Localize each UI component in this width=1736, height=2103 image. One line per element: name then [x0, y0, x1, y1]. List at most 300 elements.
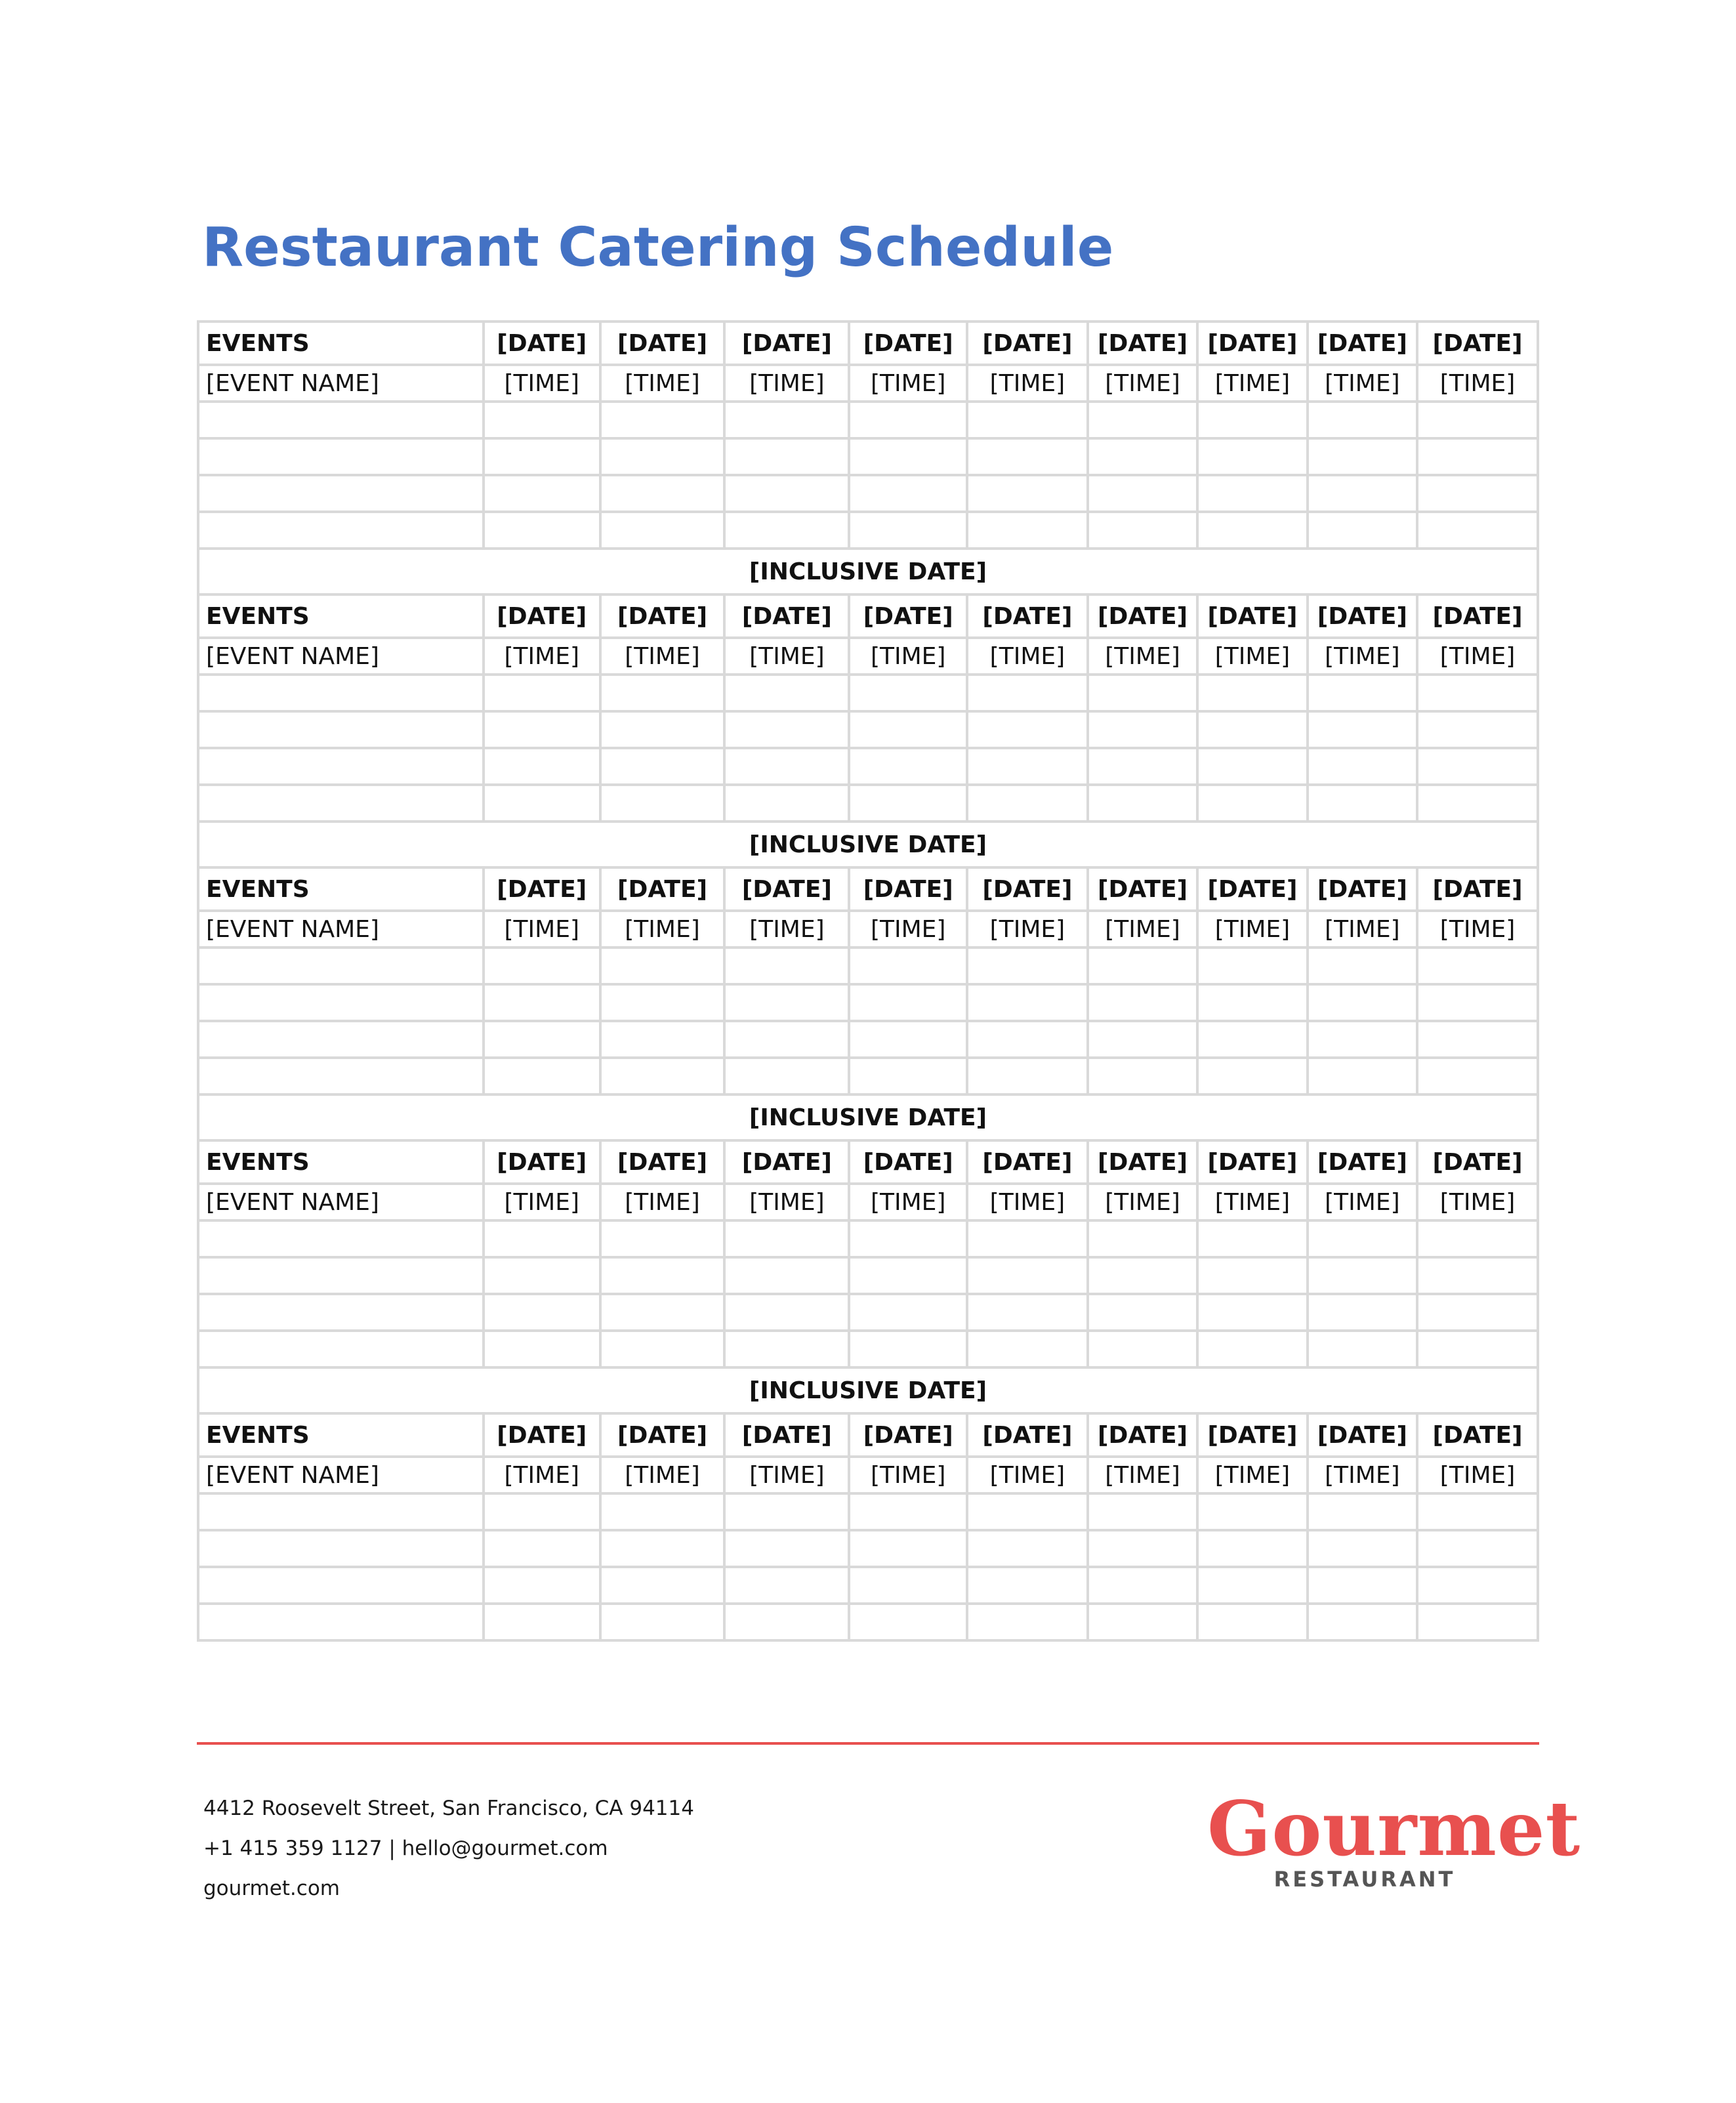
blank-cell[interactable]: [849, 1567, 967, 1604]
catering-schedule-table: [197, 320, 1539, 1642]
blank-cell[interactable]: [1308, 512, 1417, 549]
blank-cell[interactable]: [1088, 711, 1197, 748]
blank-cell[interactable]: [724, 984, 849, 1021]
blank-cell[interactable]: [967, 947, 1088, 984]
blank-cell[interactable]: [1197, 512, 1307, 549]
blank-cell[interactable]: [1417, 1220, 1538, 1257]
date-header-cell: [DATE]: [1417, 867, 1538, 911]
blank-cell[interactable]: [967, 402, 1088, 438]
time-cell: [TIME]: [724, 911, 849, 947]
blank-cell[interactable]: [849, 512, 967, 549]
blank-cell[interactable]: [600, 1567, 725, 1604]
date-header-cell: [DATE]: [600, 322, 725, 365]
blank-cell[interactable]: [1088, 947, 1197, 984]
blank-cell[interactable]: [849, 1493, 967, 1530]
blank-cell[interactable]: [198, 675, 484, 711]
blank-cell[interactable]: [849, 1220, 967, 1257]
blank-cell[interactable]: [724, 1331, 849, 1367]
date-header-cell: [DATE]: [1197, 1413, 1307, 1457]
blank-cell[interactable]: [724, 1493, 849, 1530]
time-cell: [TIME]: [1088, 1457, 1197, 1493]
date-header-cell: [DATE]: [1308, 594, 1417, 638]
event-row: [198, 638, 1538, 675]
blank-cell[interactable]: [198, 1530, 484, 1567]
time-cell: [TIME]: [1088, 638, 1197, 675]
date-header-cell: [DATE]: [1417, 1413, 1538, 1457]
blank-cell[interactable]: [849, 785, 967, 822]
blank-cell[interactable]: [484, 475, 600, 512]
blank-cell[interactable]: [484, 1294, 600, 1331]
blank-cell[interactable]: [1088, 1331, 1197, 1367]
blank-cell[interactable]: [1417, 1331, 1538, 1367]
blank-cell[interactable]: [724, 475, 849, 512]
blank-cell[interactable]: [1308, 984, 1417, 1021]
blank-cell[interactable]: [1088, 1257, 1197, 1294]
time-cell: [TIME]: [1197, 911, 1307, 947]
blank-cell[interactable]: [198, 1058, 484, 1094]
blank-cell[interactable]: [849, 1058, 967, 1094]
time-cell: [TIME]: [600, 638, 725, 675]
blank-cell[interactable]: [849, 1530, 967, 1567]
event-name-cell: [EVENT NAME]: [198, 1457, 484, 1493]
blank-cell[interactable]: [484, 402, 600, 438]
table-row: [198, 785, 1538, 822]
table-row: [198, 438, 1538, 475]
blank-cell[interactable]: [849, 984, 967, 1021]
blank-cell[interactable]: [724, 711, 849, 748]
date-header-cell: [DATE]: [1308, 322, 1417, 365]
time-cell: [TIME]: [849, 365, 967, 402]
blank-cell[interactable]: [967, 1604, 1088, 1640]
blank-cell[interactable]: [1417, 438, 1538, 475]
blank-cell[interactable]: [198, 1257, 484, 1294]
page-title: Restaurant Catering Schedule: [202, 217, 1114, 279]
blank-cell[interactable]: [600, 748, 725, 785]
blank-cell[interactable]: [849, 1021, 967, 1058]
blank-cell[interactable]: [967, 475, 1088, 512]
events-header-row: [198, 1140, 1538, 1184]
blank-cell[interactable]: [1088, 512, 1197, 549]
blank-cell[interactable]: [600, 1021, 725, 1058]
blank-cell[interactable]: [198, 512, 484, 549]
blank-cell[interactable]: [849, 947, 967, 984]
inclusive-date-row: [198, 822, 1538, 867]
time-cell: [TIME]: [849, 638, 967, 675]
blank-cell[interactable]: [1417, 1058, 1538, 1094]
blank-cell[interactable]: [724, 1220, 849, 1257]
table-row: [198, 984, 1538, 1021]
blank-cell[interactable]: [967, 1567, 1088, 1604]
blank-cell[interactable]: [1308, 711, 1417, 748]
blank-cell[interactable]: [1197, 1530, 1307, 1567]
blank-cell[interactable]: [1308, 1567, 1417, 1604]
blank-cell[interactable]: [849, 1294, 967, 1331]
blank-cell[interactable]: [724, 1294, 849, 1331]
blank-cell[interactable]: [1308, 785, 1417, 822]
date-header-cell: [DATE]: [724, 594, 849, 638]
blank-cell[interactable]: [967, 984, 1088, 1021]
blank-cell[interactable]: [1197, 748, 1307, 785]
blank-cell[interactable]: [1417, 1530, 1538, 1567]
time-cell: [TIME]: [1088, 365, 1197, 402]
date-header-cell: [DATE]: [967, 594, 1088, 638]
blank-cell[interactable]: [724, 1567, 849, 1604]
blank-cell[interactable]: [198, 1567, 484, 1604]
blank-cell[interactable]: [724, 785, 849, 822]
blank-cell[interactable]: [1197, 1220, 1307, 1257]
blank-cell[interactable]: [1197, 1294, 1307, 1331]
blank-cell[interactable]: [1417, 1021, 1538, 1058]
time-cell: [TIME]: [484, 911, 600, 947]
events-header-row: [198, 1413, 1538, 1457]
blank-cell[interactable]: [1088, 1493, 1197, 1530]
blank-cell[interactable]: [1417, 1567, 1538, 1604]
blank-cell[interactable]: [1417, 1493, 1538, 1530]
blank-cell[interactable]: [1197, 1058, 1307, 1094]
blank-cell[interactable]: [849, 711, 967, 748]
blank-cell[interactable]: [600, 984, 725, 1021]
blank-cell[interactable]: [724, 947, 849, 984]
blank-cell[interactable]: [1088, 475, 1197, 512]
date-header-cell: [DATE]: [849, 1140, 967, 1184]
blank-cell[interactable]: [484, 1257, 600, 1294]
blank-cell[interactable]: [1308, 1604, 1417, 1640]
date-header-cell: [DATE]: [1088, 594, 1197, 638]
date-header-cell: [DATE]: [724, 1140, 849, 1184]
blank-cell[interactable]: [484, 1604, 600, 1640]
phone-email: +1 415 359 1127 | hello@gourmet.com: [203, 1837, 608, 1860]
blank-cell[interactable]: [198, 475, 484, 512]
time-cell: [TIME]: [1417, 911, 1538, 947]
blank-cell[interactable]: [1308, 402, 1417, 438]
blank-cell[interactable]: [198, 1493, 484, 1530]
blank-cell[interactable]: [1308, 748, 1417, 785]
blank-cell[interactable]: [1308, 1220, 1417, 1257]
time-cell: [TIME]: [1308, 1184, 1417, 1220]
blank-cell[interactable]: [1088, 1604, 1197, 1640]
date-header-cell: [DATE]: [600, 1140, 725, 1184]
date-header-cell: [DATE]: [724, 867, 849, 911]
events-header-row: [198, 322, 1538, 365]
blank-cell[interactable]: [1197, 1257, 1307, 1294]
blank-cell[interactable]: [198, 1021, 484, 1058]
blank-cell[interactable]: [967, 1021, 1088, 1058]
blank-cell[interactable]: [484, 438, 600, 475]
blank-cell[interactable]: [484, 748, 600, 785]
blank-cell[interactable]: [1088, 785, 1197, 822]
blank-cell[interactable]: [849, 675, 967, 711]
blank-cell[interactable]: [1308, 1257, 1417, 1294]
blank-cell[interactable]: [198, 1294, 484, 1331]
date-header-cell: [DATE]: [484, 594, 600, 638]
blank-cell[interactable]: [967, 1530, 1088, 1567]
table-row: [198, 1021, 1538, 1058]
blank-cell[interactable]: [198, 711, 484, 748]
date-header-cell: [DATE]: [967, 1140, 1088, 1184]
blank-cell[interactable]: [600, 402, 725, 438]
blank-cell[interactable]: [1417, 785, 1538, 822]
date-header-cell: [DATE]: [967, 1413, 1088, 1457]
date-header-cell: [DATE]: [849, 322, 967, 365]
time-cell: [TIME]: [1088, 1184, 1197, 1220]
time-cell: [TIME]: [1308, 911, 1417, 947]
blank-cell[interactable]: [1088, 1220, 1197, 1257]
blank-cell[interactable]: [1088, 402, 1197, 438]
blank-cell[interactable]: [484, 1493, 600, 1530]
blank-cell[interactable]: [1088, 748, 1197, 785]
blank-cell[interactable]: [1417, 711, 1538, 748]
blank-cell[interactable]: [484, 1567, 600, 1604]
date-header-cell: [DATE]: [849, 594, 967, 638]
time-cell: [TIME]: [600, 1457, 725, 1493]
blank-cell[interactable]: [600, 1257, 725, 1294]
event-row: [198, 365, 1538, 402]
blank-cell[interactable]: [1088, 1058, 1197, 1094]
blank-cell[interactable]: [600, 947, 725, 984]
time-cell: [TIME]: [1308, 365, 1417, 402]
blank-cell[interactable]: [198, 1331, 484, 1367]
blank-cell[interactable]: [1308, 1530, 1417, 1567]
blank-cell[interactable]: [724, 1058, 849, 1094]
logo-wordmark: Gourmet: [1207, 1785, 1581, 1873]
time-cell: [TIME]: [600, 1184, 725, 1220]
blank-cell[interactable]: [1308, 675, 1417, 711]
website-link[interactable]: gourmet.com: [203, 1877, 340, 1900]
blank-cell[interactable]: [967, 748, 1088, 785]
blank-cell[interactable]: [724, 512, 849, 549]
blank-cell[interactable]: [484, 1058, 600, 1094]
blank-cell[interactable]: [849, 1604, 967, 1640]
time-cell: [TIME]: [484, 365, 600, 402]
blank-cell[interactable]: [1417, 947, 1538, 984]
time-cell: [TIME]: [1197, 1184, 1307, 1220]
time-cell: [TIME]: [849, 1184, 967, 1220]
blank-cell[interactable]: [1308, 947, 1417, 984]
events-header-row: [198, 867, 1538, 911]
inclusive-date-label: [INCLUSIVE DATE]: [198, 822, 1538, 867]
blank-cell[interactable]: [724, 1021, 849, 1058]
blank-cell[interactable]: [724, 1604, 849, 1640]
blank-cell[interactable]: [600, 475, 725, 512]
time-cell: [TIME]: [1197, 365, 1307, 402]
time-cell: [TIME]: [1308, 638, 1417, 675]
date-header-cell: [DATE]: [484, 867, 600, 911]
blank-cell[interactable]: [967, 438, 1088, 475]
event-name-cell: [EVENT NAME]: [198, 638, 484, 675]
blank-cell[interactable]: [967, 512, 1088, 549]
blank-cell[interactable]: [600, 1604, 725, 1640]
time-cell: [TIME]: [967, 638, 1088, 675]
blank-cell[interactable]: [600, 1331, 725, 1367]
blank-cell[interactable]: [484, 1331, 600, 1367]
blank-cell[interactable]: [724, 438, 849, 475]
blank-cell[interactable]: [198, 438, 484, 475]
blank-cell[interactable]: [198, 402, 484, 438]
table-row: [198, 1257, 1538, 1294]
blank-cell[interactable]: [967, 1257, 1088, 1294]
blank-cell[interactable]: [484, 675, 600, 711]
date-header-cell: [DATE]: [1308, 1413, 1417, 1457]
blank-cell[interactable]: [1197, 1021, 1307, 1058]
blank-cell[interactable]: [1197, 1567, 1307, 1604]
time-cell: [TIME]: [1088, 911, 1197, 947]
blank-cell[interactable]: [198, 1604, 484, 1640]
blank-cell[interactable]: [1088, 1567, 1197, 1604]
time-cell: [TIME]: [1417, 365, 1538, 402]
time-cell: [TIME]: [1308, 1457, 1417, 1493]
blank-cell[interactable]: [1417, 748, 1538, 785]
date-header-cell: [DATE]: [484, 1140, 600, 1184]
blank-cell[interactable]: [849, 402, 967, 438]
table-row: [198, 1530, 1538, 1567]
blank-cell[interactable]: [849, 748, 967, 785]
blank-cell[interactable]: [1088, 438, 1197, 475]
blank-cell[interactable]: [1088, 675, 1197, 711]
date-header-cell: [DATE]: [724, 1413, 849, 1457]
events-label: EVENTS: [198, 594, 484, 638]
time-cell: [TIME]: [1197, 638, 1307, 675]
blank-cell[interactable]: [600, 1493, 725, 1530]
date-header-cell: [DATE]: [849, 1413, 967, 1457]
date-header-cell: [DATE]: [600, 867, 725, 911]
blank-cell[interactable]: [198, 984, 484, 1021]
event-row: [198, 911, 1538, 947]
blank-cell[interactable]: [1197, 438, 1307, 475]
blank-cell[interactable]: [1197, 1331, 1307, 1367]
event-row: [198, 1184, 1538, 1220]
contact-info: [203, 1789, 694, 1909]
blank-cell[interactable]: [198, 748, 484, 785]
blank-cell[interactable]: [967, 1493, 1088, 1530]
time-cell: [TIME]: [849, 911, 967, 947]
blank-cell[interactable]: [1088, 1530, 1197, 1567]
blank-cell[interactable]: [484, 711, 600, 748]
blank-cell[interactable]: [484, 785, 600, 822]
blank-cell[interactable]: [1197, 1604, 1307, 1640]
blank-cell[interactable]: [484, 947, 600, 984]
blank-cell[interactable]: [484, 1220, 600, 1257]
blank-cell[interactable]: [1197, 984, 1307, 1021]
blank-cell[interactable]: [1308, 1058, 1417, 1094]
gourmet-logo: [1207, 1785, 1581, 1898]
blank-cell[interactable]: [600, 1220, 725, 1257]
blank-cell[interactable]: [1308, 475, 1417, 512]
blank-cell[interactable]: [967, 1294, 1088, 1331]
blank-cell[interactable]: [1417, 1294, 1538, 1331]
blank-cell[interactable]: [600, 675, 725, 711]
time-cell: [TIME]: [724, 638, 849, 675]
blank-cell[interactable]: [1308, 1294, 1417, 1331]
inclusive-date-row: [198, 549, 1538, 594]
blank-cell[interactable]: [1088, 1294, 1197, 1331]
blank-cell[interactable]: [967, 1331, 1088, 1367]
blank-cell[interactable]: [1197, 711, 1307, 748]
date-header-cell: [DATE]: [484, 322, 600, 365]
blank-cell[interactable]: [600, 711, 725, 748]
blank-cell[interactable]: [1088, 984, 1197, 1021]
time-cell: [TIME]: [724, 365, 849, 402]
date-header-cell: [DATE]: [600, 594, 725, 638]
events-header-row: [198, 594, 1538, 638]
time-cell: [TIME]: [1417, 1457, 1538, 1493]
time-cell: [TIME]: [967, 911, 1088, 947]
events-label: EVENTS: [198, 867, 484, 911]
blank-cell[interactable]: [1197, 1493, 1307, 1530]
table-row: [198, 475, 1538, 512]
blank-cell[interactable]: [600, 512, 725, 549]
blank-cell[interactable]: [1308, 438, 1417, 475]
blank-cell[interactable]: [724, 675, 849, 711]
blank-cell[interactable]: [1308, 1493, 1417, 1530]
blank-cell[interactable]: [1417, 475, 1538, 512]
blank-cell[interactable]: [724, 748, 849, 785]
blank-cell[interactable]: [484, 1530, 600, 1567]
blank-cell[interactable]: [1197, 947, 1307, 984]
blank-cell[interactable]: [1417, 512, 1538, 549]
blank-cell[interactable]: [600, 438, 725, 475]
date-header-cell: [DATE]: [1088, 322, 1197, 365]
inclusive-date-label: [INCLUSIVE DATE]: [198, 1367, 1538, 1413]
blank-cell[interactable]: [484, 512, 600, 549]
blank-cell[interactable]: [849, 1257, 967, 1294]
blank-cell[interactable]: [1197, 785, 1307, 822]
blank-cell[interactable]: [1417, 675, 1538, 711]
event-name-cell: [EVENT NAME]: [198, 365, 484, 402]
time-cell: [TIME]: [1417, 638, 1538, 675]
footer-divider: [197, 1742, 1539, 1745]
blank-cell[interactable]: [1308, 1021, 1417, 1058]
time-cell: [TIME]: [484, 1184, 600, 1220]
inclusive-date-label: [INCLUSIVE DATE]: [198, 549, 1538, 594]
blank-cell[interactable]: [724, 402, 849, 438]
blank-cell[interactable]: [1417, 1604, 1538, 1640]
blank-cell[interactable]: [1197, 675, 1307, 711]
blank-cell[interactable]: [724, 1530, 849, 1567]
date-header-cell: [DATE]: [1197, 594, 1307, 638]
blank-cell[interactable]: [967, 711, 1088, 748]
blank-cell[interactable]: [1417, 1257, 1538, 1294]
date-header-cell: [DATE]: [1308, 867, 1417, 911]
time-cell: [TIME]: [600, 365, 725, 402]
blank-cell[interactable]: [484, 1021, 600, 1058]
blank-cell[interactable]: [600, 1530, 725, 1567]
blank-cell[interactable]: [1088, 1021, 1197, 1058]
blank-cell[interactable]: [1417, 984, 1538, 1021]
table-row: [198, 711, 1538, 748]
blank-cell[interactable]: [849, 475, 967, 512]
blank-cell[interactable]: [967, 785, 1088, 822]
blank-cell[interactable]: [967, 1058, 1088, 1094]
blank-cell[interactable]: [198, 785, 484, 822]
table-row: [198, 1604, 1538, 1640]
blank-cell[interactable]: [600, 1294, 725, 1331]
blank-cell[interactable]: [600, 1058, 725, 1094]
blank-cell[interactable]: [967, 675, 1088, 711]
blank-cell[interactable]: [1197, 475, 1307, 512]
blank-cell[interactable]: [1417, 402, 1538, 438]
blank-cell[interactable]: [198, 947, 484, 984]
blank-cell[interactable]: [849, 438, 967, 475]
blank-cell[interactable]: [724, 1257, 849, 1294]
blank-cell[interactable]: [484, 984, 600, 1021]
table-row: [198, 748, 1538, 785]
blank-cell[interactable]: [849, 1331, 967, 1367]
blank-cell[interactable]: [967, 1220, 1088, 1257]
blank-cell[interactable]: [600, 785, 725, 822]
blank-cell[interactable]: [1308, 1331, 1417, 1367]
blank-cell[interactable]: [198, 1220, 484, 1257]
blank-cell[interactable]: [1197, 402, 1307, 438]
